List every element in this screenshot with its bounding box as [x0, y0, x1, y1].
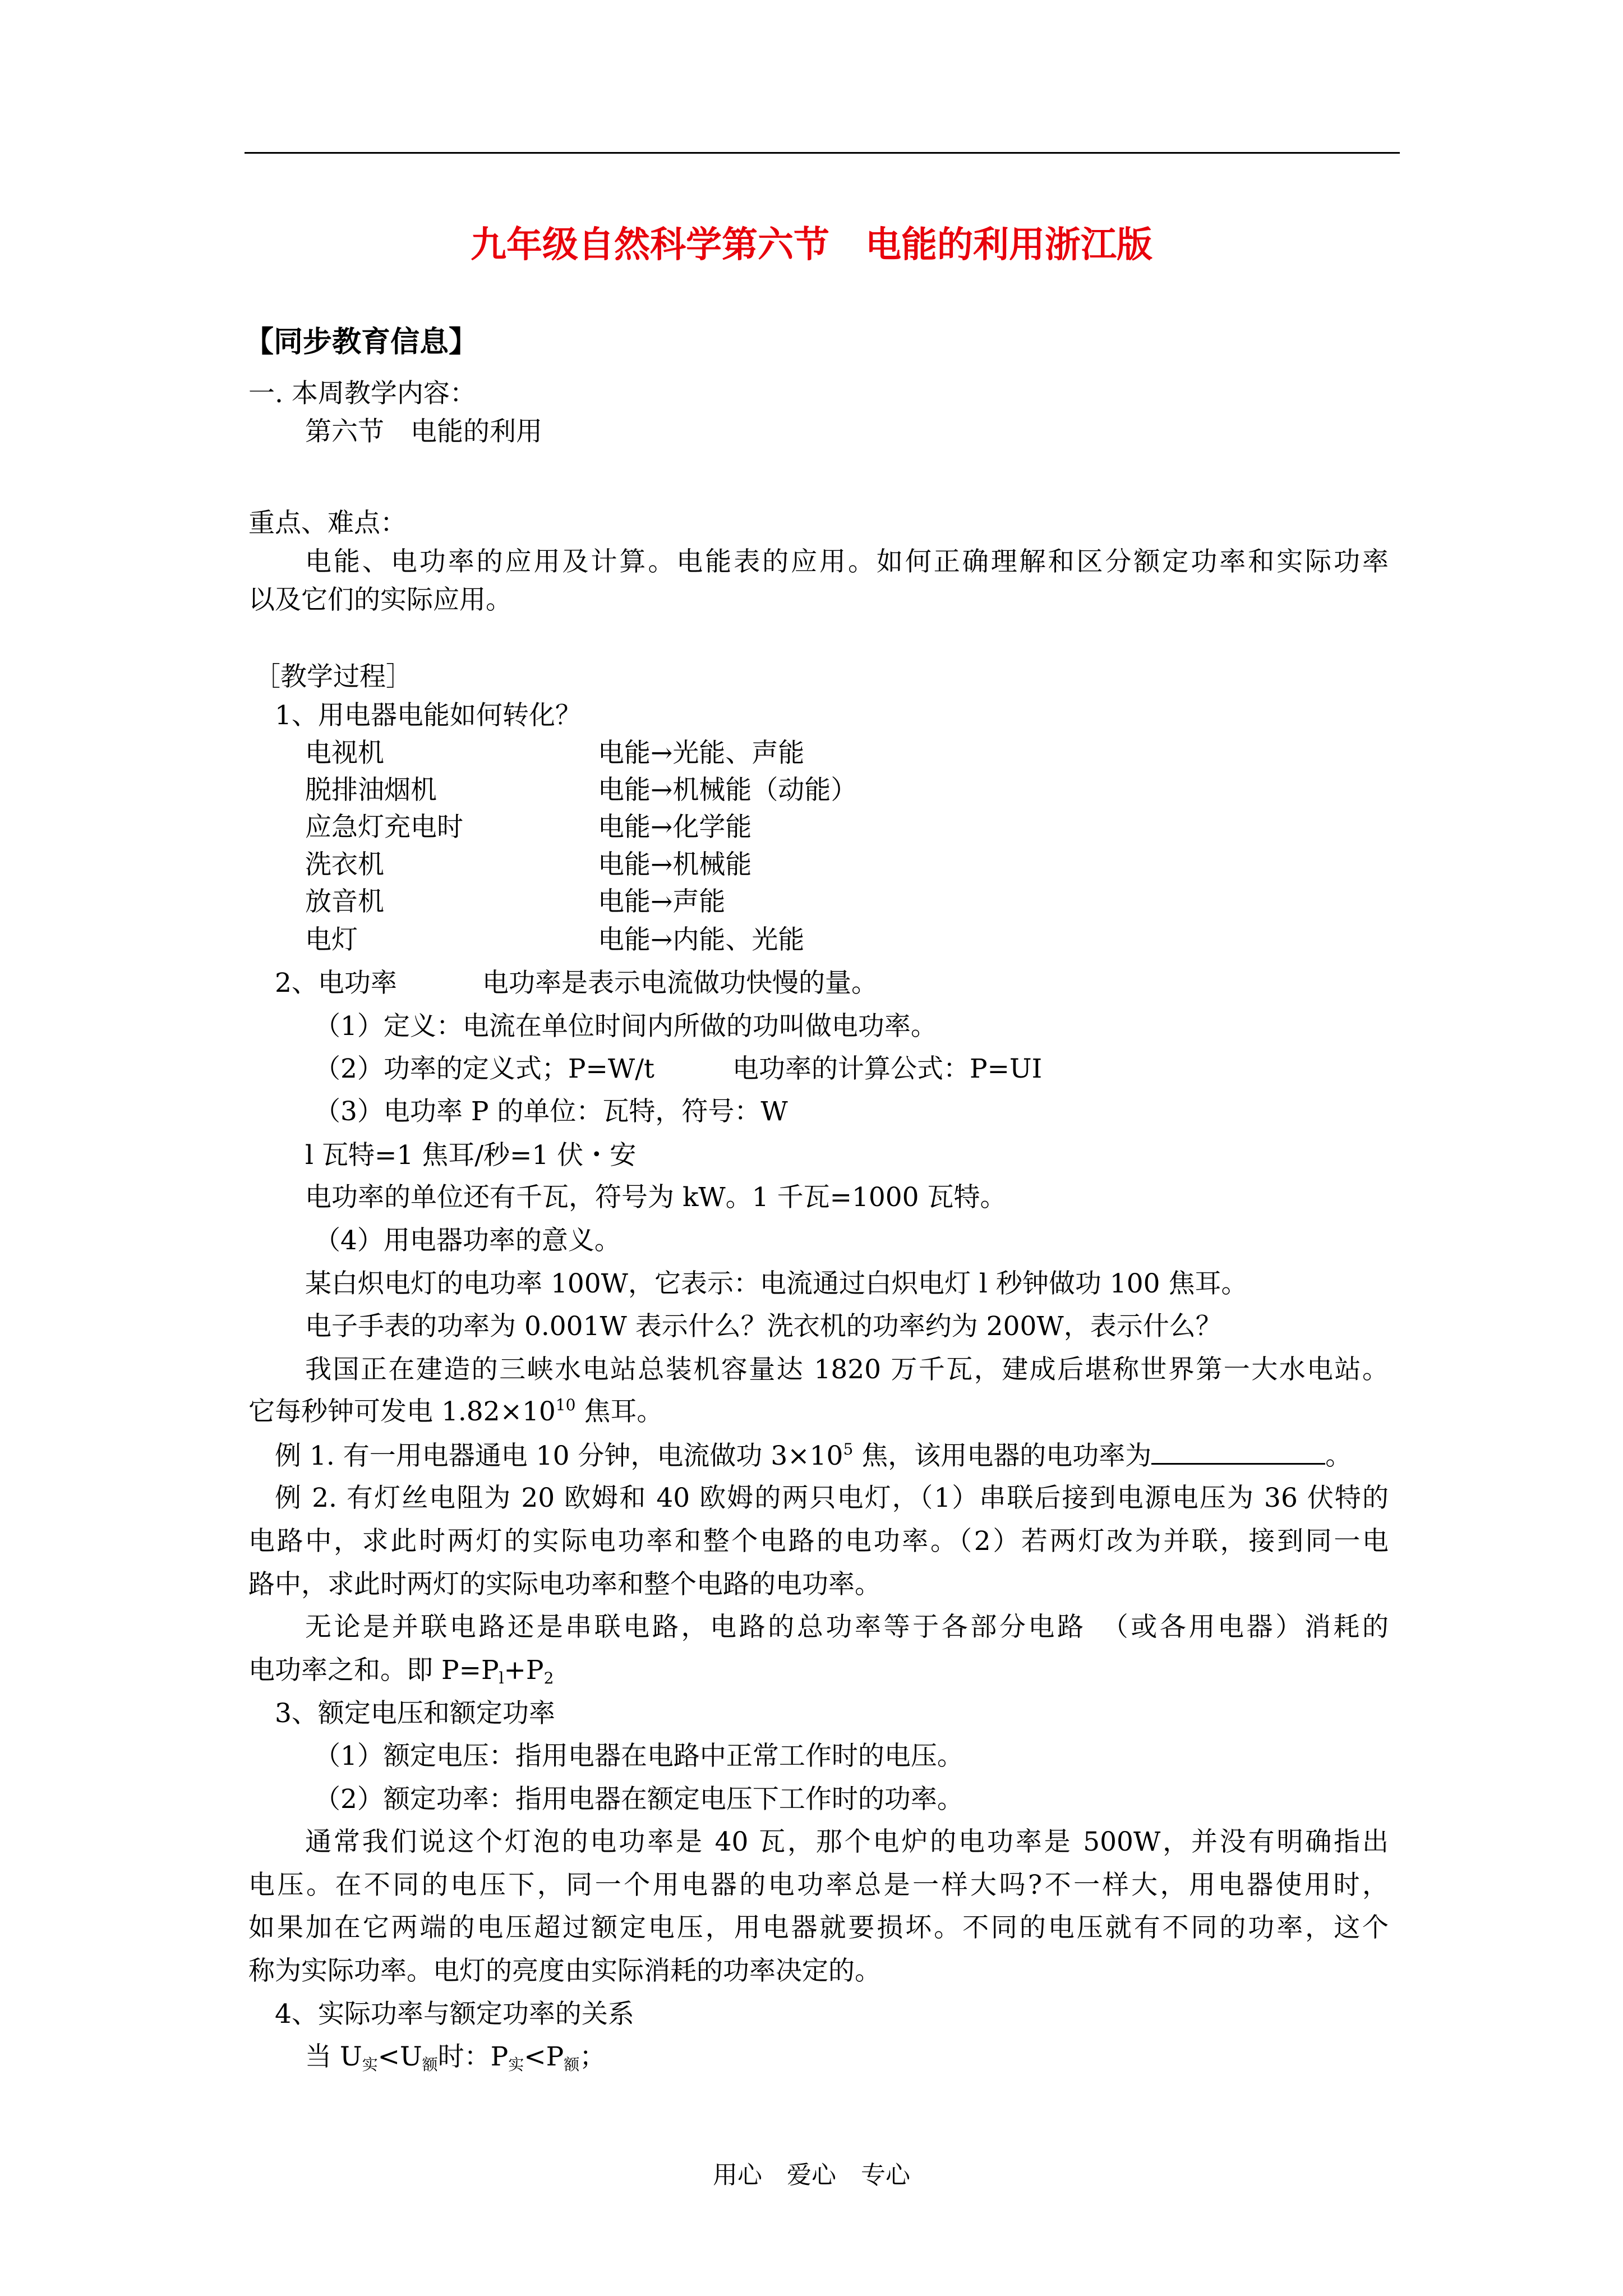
- paragraph-line: 如果加在它两端的电压超过额定电压，用电器就要损坏。不同的电压就有不同的功率，这个: [248, 1912, 1389, 1943]
- list-item: [305, 923, 358, 957]
- paragraph-line: [248, 1395, 663, 1429]
- process-heading: ［教学过程］: [254, 661, 412, 692]
- meaning-line: 电子手表的功率为 0.001W 表示什么？洗衣机的功率约为 200W，表示什么？: [305, 1311, 1222, 1342]
- subscript: 额: [422, 2055, 438, 2074]
- device-name: 脱排油烟机: [305, 775, 437, 806]
- list-item: [305, 848, 384, 882]
- text: ；: [579, 2041, 606, 2072]
- example-1: [275, 1438, 1352, 1473]
- definition-1: （1）定义：电流在单位时间内所做的功叫做电功率。: [314, 1011, 937, 1042]
- device-name: 电视机: [305, 738, 384, 769]
- definition-2a: （2）功率的定义式；P=W/t: [314, 1053, 654, 1084]
- question-1: 1、用电器电能如何转化？: [275, 700, 582, 731]
- section-3-heading: 3、额定电压和额定功率: [275, 1698, 555, 1729]
- list-item: [305, 885, 384, 919]
- subscript: l: [499, 1669, 504, 1687]
- example-2-line: 电路中，求此时两灯的实际电功率和整个电路的电功率。（2）若两灯改为并联，接到同一电: [248, 1526, 1389, 1557]
- unit-line: 电功率的单位还有千瓦，符号为 kW。1 千瓦=1000 瓦特。: [305, 1182, 1007, 1213]
- page-title: 九年级自然科学第六节 电能的利用浙江版: [471, 224, 1152, 266]
- subscript: 实: [362, 2055, 378, 2074]
- unit-line: l 瓦特=1 焦耳/秒=1 伏・安: [305, 1140, 637, 1171]
- section-4-heading: 4、实际功率与额定功率的关系: [275, 1999, 634, 2030]
- conversion-text: 电能→内能、光能: [598, 924, 805, 955]
- list-item: [305, 811, 463, 844]
- device-name: 应急灯充电时: [305, 812, 463, 843]
- text: <U: [377, 2041, 422, 2072]
- example-2-line: 路中，求此时两灯的实际电功率和整个电路的电功率。: [248, 1569, 881, 1600]
- content-body: 第六节 电能的利用: [305, 416, 542, 447]
- text: 电功率之和。即 P=P: [248, 1655, 499, 1686]
- subscript: 2: [543, 1669, 554, 1687]
- page-footer: 用心 爱心 专心: [713, 2161, 910, 2189]
- exponent: 5: [843, 1440, 854, 1458]
- key-points-heading: 重点、难点：: [248, 508, 407, 539]
- text: 焦，该用电器的电功率为: [853, 1441, 1152, 1471]
- rated-voltage: （1）额定电压：指用电器在电路中正常工作时的电压。: [314, 1741, 963, 1772]
- section-2-desc: 电功率是表示电流做功快慢的量。: [482, 968, 878, 999]
- header-rule: [245, 152, 1400, 154]
- text: 。: [1325, 1441, 1352, 1471]
- rated-power: （2）额定功率：指用电器在额定电压下工作时的功率。: [314, 1784, 963, 1815]
- relation-line: [305, 2040, 606, 2074]
- conversion-text: 电能→机械能（动能）: [598, 775, 857, 806]
- device-name: 放音机: [305, 886, 384, 917]
- conversion-text: 电能→化学能: [598, 812, 752, 843]
- definition-3: （3）电功率 P 的单位：瓦特，符号：W: [314, 1096, 788, 1127]
- device-name: 洗衣机: [305, 849, 384, 880]
- exponent: 10: [555, 1396, 576, 1414]
- conversion-text: 电能→声能: [598, 886, 726, 917]
- list-item: [305, 774, 437, 807]
- conversion-text: 电能→机械能: [598, 849, 752, 880]
- example-2-line: 例 2. 有灯丝电阻为 20 欧姆和 40 欧姆的两只电灯，（1）串联后接到电源电压为 36 伏特的: [275, 1483, 1389, 1513]
- text: 时：P: [437, 2041, 509, 2072]
- definition-2b: 电功率的计算公式：P=UI: [732, 1053, 1043, 1084]
- subscript: 额: [564, 2055, 580, 2074]
- text: 它每秒钟可发电 1.82×10: [248, 1396, 556, 1427]
- device-name: 电灯: [305, 924, 358, 955]
- paragraph-line: [248, 1654, 554, 1687]
- section-heading: 【同步教育信息】: [245, 325, 478, 359]
- paragraph-line: 无论是并联电路还是串联电路，电路的总功率等于各部分电路 （或各用电器）消耗的: [305, 1612, 1389, 1642]
- section-2-label: 2、电功率: [275, 968, 397, 999]
- subscript: 实: [508, 2055, 524, 2074]
- answer-blank: [1151, 1438, 1325, 1465]
- text: +P: [504, 1655, 544, 1686]
- text: 例 1. 有一用电器通电 10 分钟，电流做功 3×10: [275, 1441, 843, 1471]
- key-points-line: 电能、电功率的应用及计算。电能表的应用。如何正确理解和区分额定功率和实际功率: [305, 546, 1389, 577]
- meaning-line: 某白炽电灯的电功率 100W，它表示：电流通过白炽电灯 l 秒钟做功 100 焦耳。: [305, 1268, 1248, 1299]
- content-heading: 一. 本周教学内容：: [248, 378, 476, 409]
- text: 焦耳。: [575, 1396, 663, 1427]
- text: <P: [524, 2041, 564, 2072]
- conversion-text: 电能→光能、声能: [598, 738, 805, 769]
- list-item: [305, 737, 384, 770]
- paragraph-line: 称为实际功率。电灯的亮度由实际消耗的功率决定的。: [248, 1955, 881, 1986]
- text: 当 U: [305, 2041, 362, 2072]
- paragraph-line: 电压。在不同的电压下，同一个用电器的电功率总是一样大吗?不一样大，用电器使用时，: [248, 1870, 1389, 1901]
- definition-4: （4）用电器功率的意义。: [314, 1225, 621, 1256]
- paragraph-line: 我国正在建造的三峡水电站总装机容量达 1820 万千瓦，建成后堪称世界第一大水电站。: [305, 1354, 1389, 1385]
- key-points-line: 以及它们的实际应用。: [248, 585, 512, 615]
- paragraph-line: 通常我们说这个灯泡的电功率是 40 瓦，那个电炉的电功率是 500W，并没有明确指出: [305, 1826, 1389, 1857]
